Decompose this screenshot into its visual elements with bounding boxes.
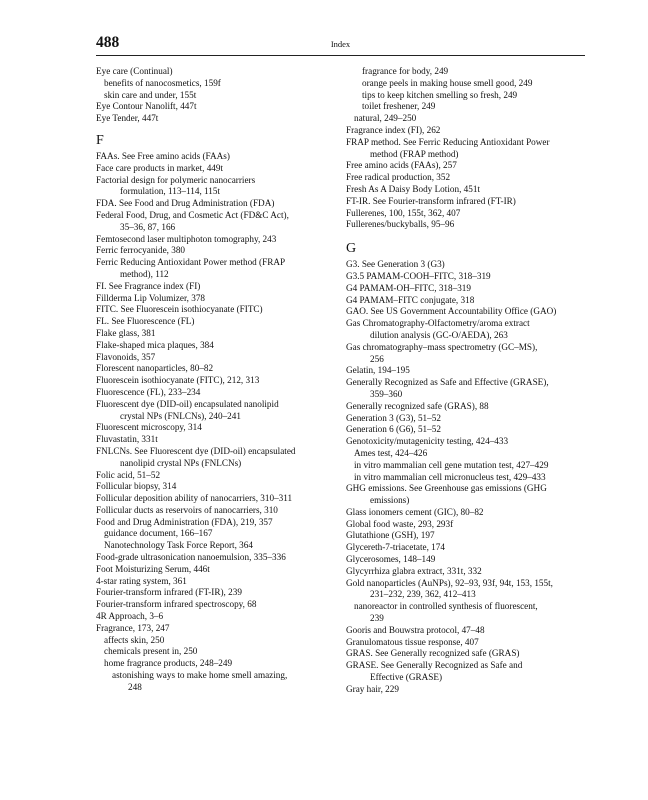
index-entry: astonishing ways to make home smell amazing,: [112, 670, 288, 681]
index-entry: Ferric ferrocyanide, 380: [96, 245, 186, 256]
index-entry: orange peels in making house smell good, 249: [362, 77, 533, 88]
index-entry: FNLCNs. See Fluorescent dye (DID-oil) encapsulated: [96, 445, 296, 456]
index-entry: GHG emissions. See Greenhouse gas emissions (GHG: [346, 483, 547, 494]
page-header: [96, 34, 585, 54]
index-entry: FITC. See Fluorescein isothiocyanate (FITC): [96, 304, 263, 315]
index-entry: Fullerenes/buckyballs, 95–96: [346, 219, 455, 230]
index-entry: fragrance for body, 249: [362, 66, 449, 76]
index-entry: Flavonoids, 357: [96, 351, 156, 362]
index-entry: Glycereth-7-triacetate, 174: [346, 542, 445, 553]
index-entry: emissions): [370, 495, 410, 506]
index-entry: Food-grade ultrasonication nanoemulsion, 335–336: [96, 552, 286, 563]
index-entry: FT-IR. See Fourier-transform infrared (FT-IR): [346, 195, 516, 206]
index-entry: in vitro mammalian cell micronucleus test, 429–433: [354, 471, 546, 482]
index-entry: 35–36, 87, 166: [120, 221, 176, 232]
index-group-g: [346, 259, 586, 695]
index-entry: Folic acid, 51–52: [96, 469, 161, 480]
index-entry: 256: [370, 353, 384, 364]
index-entry: Free amino acids (FAAs), 257: [346, 160, 457, 171]
index-entry: Fourier-transform infrared (FT-IR), 239: [96, 587, 242, 598]
index-entry: 4-star rating system, 361: [96, 575, 187, 586]
index-entry: dilution analysis (GC-O/AEDA), 263: [370, 329, 508, 340]
index-entry: Generally recognized safe (GRAS), 88: [346, 400, 489, 411]
index-entry: Fillderma Lip Volumizer, 378: [96, 292, 206, 303]
index-entry: Eye Contour Nanolift, 447t: [96, 101, 197, 112]
index-entry: Femtosecond laser multiphoton tomography, 243: [96, 233, 277, 244]
index-entry: Face care products in market, 449t: [96, 162, 224, 173]
index-entry: method (FRAP method): [370, 148, 459, 159]
index-entry: affects skin, 250: [104, 634, 165, 645]
index-entry: Fullerenes, 100, 155t, 362, 407: [346, 207, 461, 218]
index-entry: Gold nanoparticles (AuNPs), 92–93, 93f, 94t, 153, 155t,: [346, 577, 553, 588]
index-entry: Fresh As A Daisy Body Lotion, 451t: [346, 183, 480, 194]
index-entry: FL. See Fluorescence (FL): [96, 316, 195, 327]
index-entry: GAO. See US Government Accountability Office (GAO): [346, 306, 557, 317]
index-entry: G3.5 PAMAM-COOH–FITC, 318–319: [346, 270, 491, 281]
index-entry: method), 112: [120, 268, 169, 279]
index-entry: Follicular ducts as reservoirs of nanocarriers, 310: [96, 504, 278, 515]
index-entry: Fourier-transform infrared spectroscopy, 68: [96, 599, 257, 610]
index-entry: tips to keep kitchen smelling so fresh, 249: [362, 89, 518, 100]
index-entry: Flake-shaped mica plaques, 384: [96, 339, 214, 350]
index-entry: Foot Moisturizing Serum, 446t: [96, 563, 210, 574]
index-entry: FRAP method. See Ferric Reducing Antioxidant Power: [346, 136, 550, 147]
index-entry: Glass ionomers cement (GIC), 80–82: [346, 506, 484, 517]
index-entry: Granulomatous tissue response, 407: [346, 636, 479, 647]
index-entry: 359–360: [370, 388, 403, 399]
index-entry: crystal NPs (FNLCNs), 240–241: [120, 410, 241, 421]
index-entry: Gas Chromatography-Olfactometry/aroma extract: [346, 318, 530, 329]
index-group-f-continued: [346, 66, 586, 231]
index-entry: Fluorescence (FL), 233–234: [96, 386, 201, 397]
index-entry: Glycerosomes, 148–149: [346, 554, 436, 565]
index-entry: 231–232, 239, 362, 412–413: [370, 589, 476, 600]
index-entry: 239: [370, 613, 384, 624]
index-entry: GRAS. See Generally recognized safe (GRAS): [346, 648, 520, 659]
index-entry: Federal Food, Drug, and Cosmetic Act (FD&C Act),: [96, 209, 289, 220]
index-entry: formulation, 113–114, 115t: [120, 186, 221, 197]
index-entry: 248: [128, 681, 142, 692]
index-entry: Follicular biopsy, 314: [96, 481, 177, 492]
index-entry: Glutathione (GSH), 197: [346, 530, 435, 541]
index-entry: Flake glass, 381: [96, 327, 156, 338]
index-entry: Glycyrrhiza glabra extract, 331t, 332: [346, 565, 482, 576]
index-entry: Gooris and Bouwstra protocol, 47–48: [346, 624, 485, 635]
index-entry: guidance document, 166–167: [104, 528, 213, 539]
index-column-left: [96, 66, 336, 694]
running-head: Index: [330, 39, 351, 49]
index-entry: Gas chromatography–mass spectrometry (GC–MS),: [346, 341, 538, 352]
index-entry: natural, 249–250: [354, 113, 417, 124]
index-entry: FAAs. See Free amino acids (FAAs): [96, 150, 230, 161]
index-entry: FI. See Fragrance index (FI): [96, 280, 201, 291]
index-entry: Fragrance, 173, 247: [96, 622, 170, 633]
index-entry: home fragrance products, 248–249: [104, 658, 233, 669]
index-entry: Eye Tender, 447t: [96, 113, 159, 124]
index-entry: Free radical production, 352: [346, 172, 451, 183]
page-number: 488: [96, 34, 120, 51]
index-group-e: [96, 66, 336, 125]
index-entry: Fluorescent dye (DID-oil) encapsulated nanolipid: [96, 398, 279, 409]
index-entry: Ferric Reducing Antioxidant Power method (FRAP: [96, 257, 286, 268]
index-entry: in vitro mammalian cell gene mutation test, 427–429: [354, 459, 549, 470]
index-entry: Fluorescent microscopy, 314: [96, 422, 202, 433]
index-entry: Genotoxicity/mutagenicity testing, 424–433: [346, 436, 509, 447]
index-entry: nanolipid crystal NPs (FNLCNs): [120, 457, 242, 468]
index-entry: Gray hair, 229: [346, 683, 399, 694]
index-entry: Nanotechnology Task Force Report, 364: [104, 540, 253, 551]
index-entry: G4 PAMAM–FITC conjugate, 318: [346, 294, 475, 305]
letter-heading-f: F: [96, 132, 104, 148]
index-entry: nanoreactor in controlled synthesis of fluorescent,: [354, 601, 538, 612]
index-entry: G4 PAMAM-OH–FITC, 318–319: [346, 282, 471, 293]
index-entry: benefits of nanocosmetics, 159f: [104, 77, 221, 88]
index-entry: Fluorescein isothiocyanate (FITC), 212, 313: [96, 375, 260, 386]
index-entry: Effective (GRASE): [370, 672, 443, 683]
index-entry: FDA. See Food and Drug Administration (FDA): [96, 198, 275, 209]
index-entry: chemicals present in, 250: [104, 646, 198, 657]
index-entry: G3. See Generation 3 (G3): [346, 259, 445, 270]
index-entry: Gelatin, 194–195: [346, 365, 410, 376]
index-entry: Generation 3 (G3), 51–52: [346, 412, 441, 423]
letter-heading-g: G: [346, 241, 357, 257]
index-entry: Eye care (Continual): [96, 66, 173, 76]
index-group-f: [96, 151, 336, 694]
index-entry: Global food waste, 293, 293f: [346, 518, 454, 529]
header-rule: [96, 55, 585, 56]
index-entry: Florescent nanoparticles, 80–82: [96, 363, 214, 374]
index-entry: 4R Approach, 3–6: [96, 611, 164, 622]
index-entry: Food and Drug Administration (FDA), 219, 357: [96, 516, 273, 527]
index-entry: Generally Recognized as Safe and Effective (GRASE),: [346, 377, 549, 388]
index-entry: Ames test, 424–426: [354, 447, 428, 458]
index-entry: Follicular deposition ability of nanocarriers, 310–311: [96, 493, 293, 504]
index-entry: Fluvastatin, 331t: [96, 434, 158, 445]
index-entry: Factorial design for polymeric nanocarriers: [96, 174, 256, 185]
index-entry: skin care and under, 155t: [104, 89, 197, 100]
index-column-right: [346, 66, 586, 696]
index-entry: toilet freshener, 249: [362, 101, 436, 112]
index-entry: Generation 6 (G6), 51–52: [346, 424, 441, 435]
index-entry: Fragrance index (FI), 262: [346, 124, 441, 135]
index-entry: GRASE. See Generally Recognized as Safe and: [346, 660, 523, 671]
